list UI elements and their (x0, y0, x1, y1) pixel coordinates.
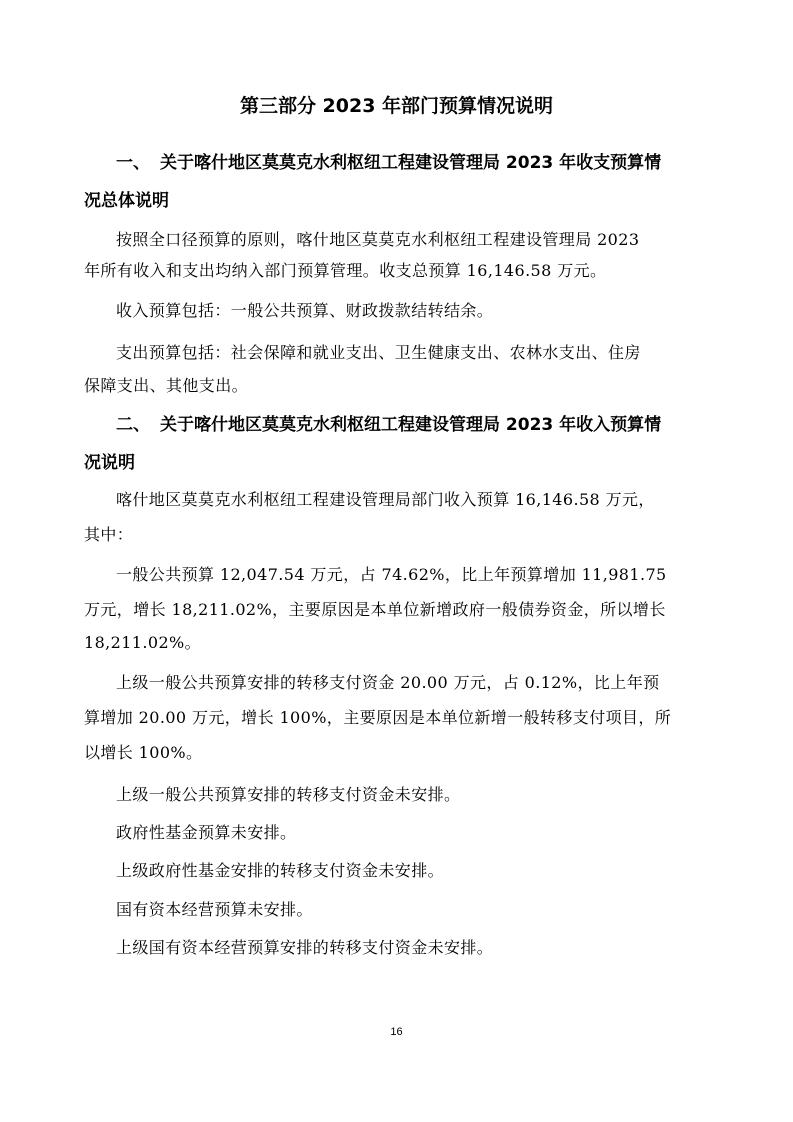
paragraph-line: 上级政府性基金安排的转移支付资金未安排。 (116, 861, 445, 880)
paragraph-line: 年所有收入和支出均纳入部门预算管理。收支总预算 16,146.58 万元。 (84, 261, 607, 280)
section-number-1: 一、 (116, 153, 150, 173)
section-heading-2 (116, 407, 716, 443)
paragraph-line: 18,211.02%。 (84, 633, 202, 652)
paragraph-line: 一般公共预算 12,047.54 万元，占 74.62%，比上年预算增加 11,981.75 (116, 565, 667, 584)
paragraph-line: 按照全口径预算的原则，喀什地区莫莫克水利枢纽工程建设管理局 2023 (116, 230, 640, 249)
paragraph-line: 以增长 100%。 (84, 743, 203, 762)
page-number: 16 (390, 1026, 403, 1038)
paragraph-line: 政府性基金预算未安排。 (116, 823, 297, 842)
paragraph-line: 支出预算包括：社会保障和就业支出、卫生健康支出、农林水支出、住房 (116, 343, 641, 362)
paragraph-line: 上级一般公共预算安排的转移支付资金 20.00 万元，占 0.12%，比上年预 (116, 673, 660, 692)
paragraph-line: 保障支出、其他支出。 (84, 376, 249, 395)
section-number-2: 二、 (116, 415, 150, 435)
paragraph-line: 喀什地区莫莫克水利枢纽工程建设管理局部门收入预算 16,146.58 万元， (116, 490, 655, 509)
paragraph-line: 万元，增长 18,211.02%，主要原因是本单位新增政府一般债券资金，所以增长 (84, 600, 666, 619)
paragraph-line: 收入预算包括：一般公共预算、财政拨款结转结余。 (116, 301, 494, 320)
paragraph-line: 上级国有资本经营预算安排的转移支付资金未安排。 (116, 938, 494, 957)
section-heading-2-line1: 关于喀什地区莫莫克水利枢纽工程建设管理局 2023 年收入预算情 (160, 415, 662, 435)
section-heading-1 (116, 145, 716, 181)
paragraph-line: 上级一般公共预算安排的转移支付资金未安排。 (116, 785, 461, 804)
paragraph-line: 其中： (84, 525, 134, 544)
paragraph-line: 国有资本经营预算未安排。 (116, 900, 313, 919)
section-heading-1-line1: 关于喀什地区莫莫克水利枢纽工程建设管理局 2023 年收支预算情 (160, 153, 662, 173)
section-heading-2-line2: 况说明 (84, 453, 135, 473)
paragraph-line: 算增加 20.00 万元，增长 100%，主要原因是本单位新增一般转移支付项目，所 (84, 708, 672, 727)
section-heading-1-line2: 况总体说明 (84, 191, 169, 211)
page-title: 第三部分 2023 年部门预算情况说明 (239, 95, 554, 117)
